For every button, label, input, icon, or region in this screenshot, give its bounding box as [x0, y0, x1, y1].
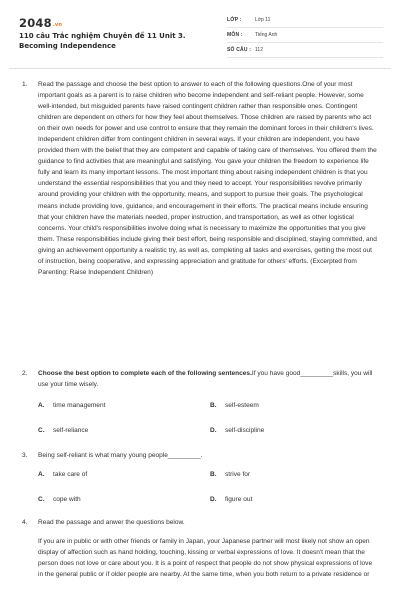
option-key: D.: [210, 427, 217, 435]
answer-option-c[interactable]: [38, 495, 81, 505]
question-text: Read the passage and choose the best option to answer to each of the following questions.One of your most important goals as a parent is to raise children who become independent and self-reliant people. However, some well-intended, but misguided parents have raised contingent children rather than responsible ones. Contingent children are dependent on others for how they feel about themselves. Those children are raised by parents who act on their own needs for power and use control to ensure that they remain the dominant forces in their children's lives. Independent children differ from contingent children in several ways. If your children are independent, you have provided them with the belief that they are competent and capable of taking care of themselves. You offered them the guidance to find activities that are meaningful and satisfying. You gave your children the freedom to experience life fully and learn its many important lessons. The most important thing about raising independent children is that you understand the essential responsibilities that you and they need to accept. Your responsibilities revolve primarily around providing your children with the opportunity, means, and support to pursue their goals. The psychological means include providing love, guidance, and encouragement in their efforts. The practical means include ensuring that your children have the materials needed, proper instruction, and transportation, as well as other logistical concerns. Your child's responsibilities involve doing what is necessary to maximize the opportunities that you give them. These responsibilities include giving their best effort, being responsible and disciplined, staying committed, and giving an achievement opportunity a realistic try, as well as, completing all tasks and exercises, getting the most out of instruction, being cooperative, and expressing appreciation and gratitude for others' efforts. (Excerpted from Parenting: Raise Independent Children): [38, 81, 377, 276]
meta-value: Lớp 11: [255, 17, 271, 23]
answer-option-d[interactable]: [210, 426, 264, 436]
question-number: 1.: [22, 81, 28, 88]
question-text: [38, 368, 378, 390]
option-text: self-discipline: [225, 427, 265, 435]
option-text: self-reliance: [53, 427, 89, 435]
question-1: [22, 79, 378, 349]
option-text: cope with: [53, 496, 81, 504]
answer-option-a[interactable]: [38, 401, 105, 411]
answer-option-d[interactable]: [210, 495, 252, 505]
answer-option-a[interactable]: [38, 470, 87, 480]
option-text: figure out: [225, 496, 253, 504]
document-header: [0, 0, 400, 66]
answer-options: [38, 401, 378, 438]
reading-passage: If you are in public or with other friends or family in Japan, your Japanese partner will most likely not show an open display of affection such as hand holding, touching, kissing or verbal expressions of love. It doesn't mean that the person does not love or care about you. It is a point of respect that people do not show physical expressions of love in the general public or if older people are nearby. At the same time, when you both return to a private residence or: [38, 538, 373, 579]
site-logo[interactable]: [19, 16, 62, 30]
question-4: [22, 517, 378, 580]
logo-text: 2048: [19, 16, 52, 30]
question-list: [22, 79, 378, 580]
option-text: self-esteem: [225, 402, 259, 410]
question-3: [22, 450, 378, 507]
question-number: 2.: [22, 370, 28, 377]
meta-label: LỚP :: [227, 17, 242, 23]
meta-row-question-count: [227, 43, 383, 58]
question-2: [22, 368, 378, 438]
question-instruction: Choose the best option to complete each of the following sentences.: [38, 370, 252, 377]
meta-value: 112: [255, 47, 263, 53]
question-number: 3.: [22, 452, 28, 460]
meta-row-class: [227, 13, 383, 28]
answer-option-b[interactable]: [210, 470, 250, 480]
option-text: strive for: [225, 471, 251, 479]
answer-options: [38, 470, 378, 507]
option-key: B.: [210, 471, 217, 479]
logo-domain: .vn: [52, 22, 63, 28]
option-key: A.: [38, 402, 45, 410]
option-key: A.: [38, 471, 45, 479]
document-title: 110 câu Trắc nghiệm Chuyên đề 11 Unit 3. Becoming Independence: [19, 32, 186, 50]
option-text: take care of: [53, 471, 88, 479]
question-stem: If you have good_________skills, you will use your time wisely.: [38, 370, 373, 389]
option-key: C.: [38, 427, 45, 435]
option-key: B.: [210, 402, 217, 410]
answer-option-b[interactable]: [210, 401, 259, 411]
question-text: Read the passage and anwer the questions below.: [38, 519, 185, 527]
meta-label: MÔN :: [227, 32, 243, 38]
document-meta: [227, 13, 383, 58]
meta-value: Tiếng Anh: [255, 32, 278, 38]
option-key: C.: [38, 496, 45, 504]
answer-option-c[interactable]: [38, 426, 88, 436]
meta-label: SỐ CÂU :: [227, 47, 252, 53]
header-divider: [9, 68, 391, 69]
option-key: D.: [210, 496, 217, 504]
question-text: Being self-reliant is what many young people_________.: [38, 452, 203, 460]
option-text: time management: [53, 402, 106, 410]
question-number: 4.: [22, 519, 28, 527]
meta-row-subject: [227, 28, 383, 43]
